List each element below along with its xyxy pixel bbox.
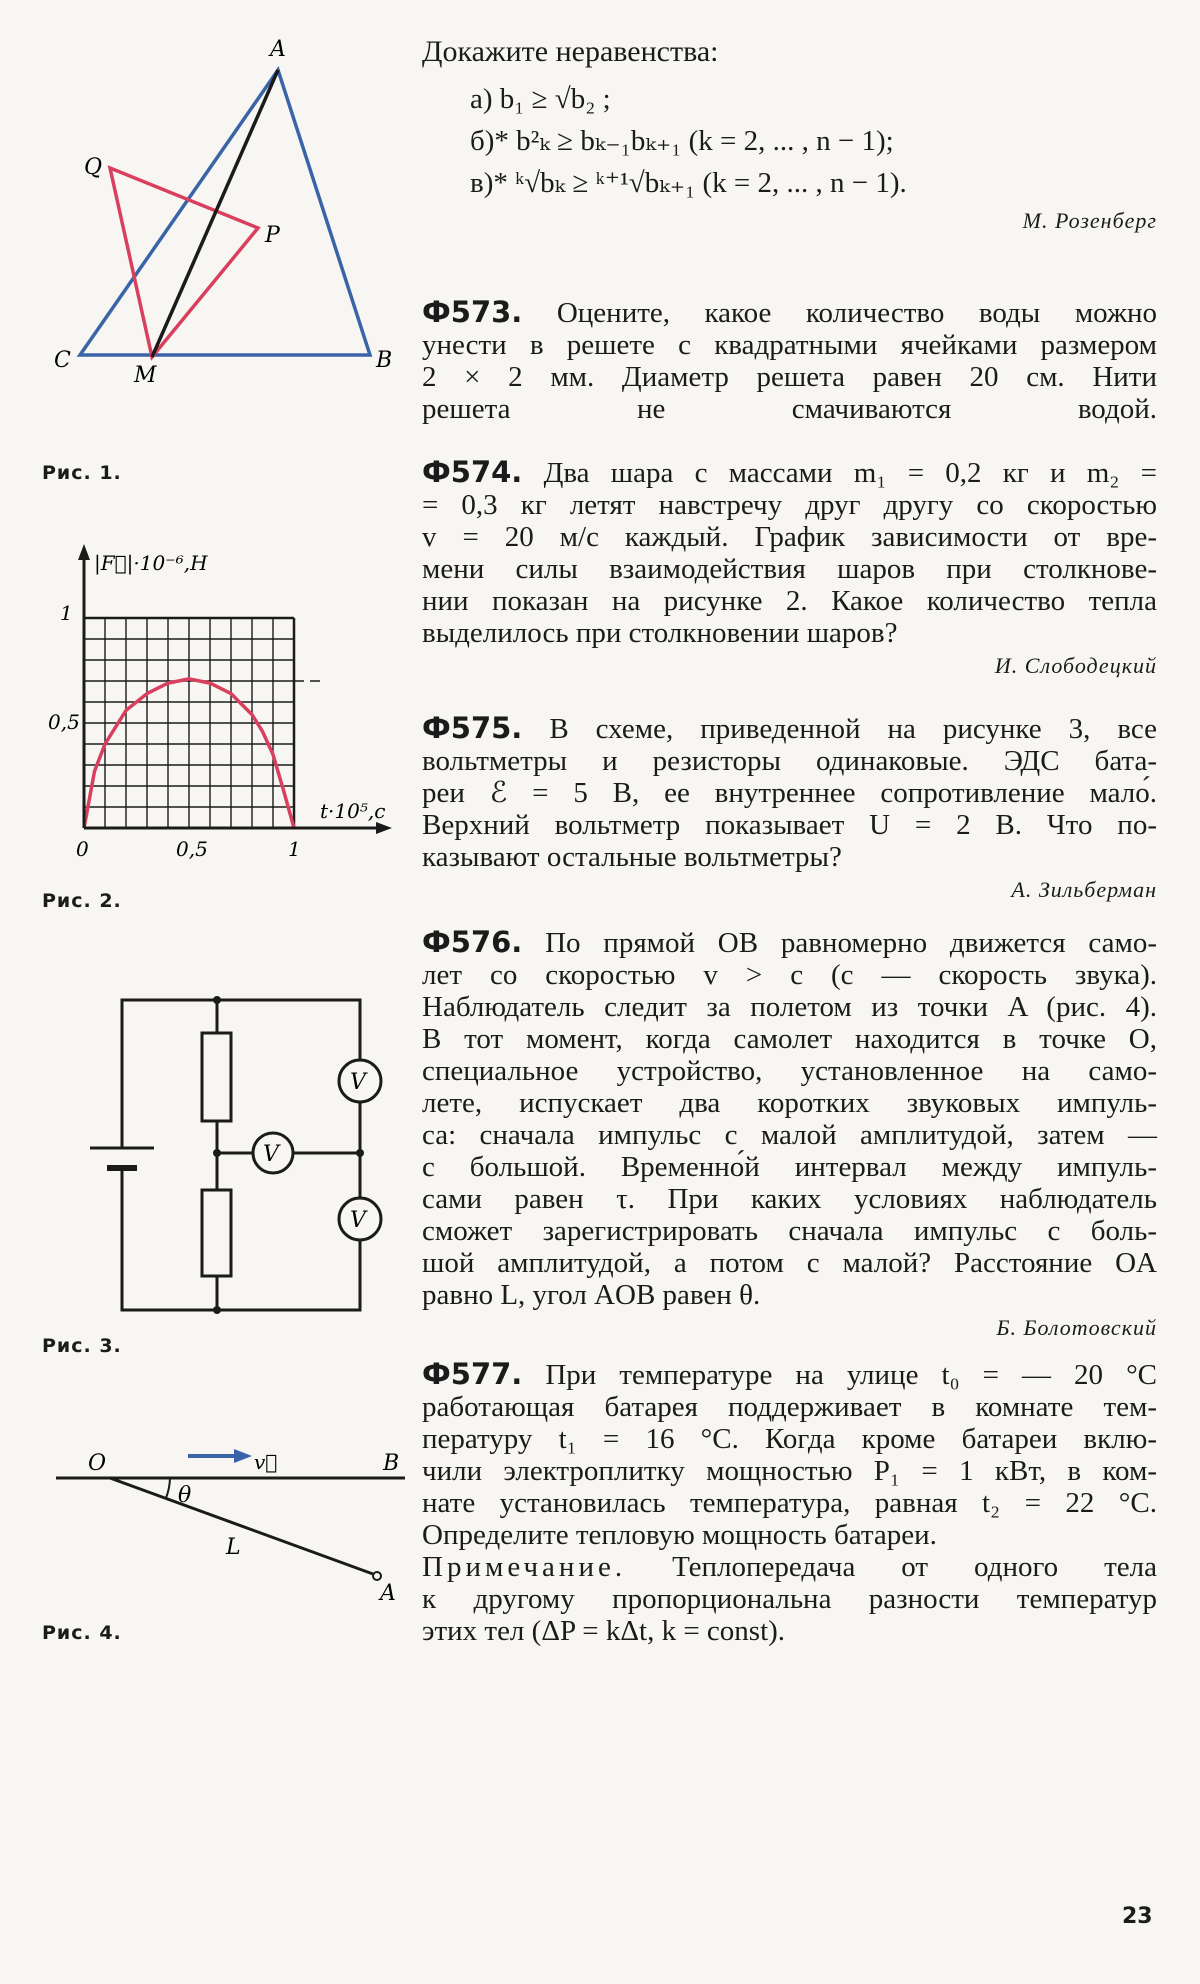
x-tick-05: 0,5 [176, 837, 208, 861]
problem-number: Ф574. [422, 455, 523, 489]
problem-line: лет со скоростью v > c (c — скорость звука). [422, 959, 1157, 991]
problem-line: 2 × 2 мм. Диаметр решета равен 20 см. Нити [422, 361, 1157, 393]
junction-dot [213, 1306, 221, 1314]
voltmeter-label: V [350, 1070, 366, 1095]
note-word: Примечание. [422, 1551, 627, 1583]
junction-dot [356, 1149, 364, 1157]
velocity-arrow-head-icon [234, 1449, 252, 1463]
label-o: O [88, 1451, 107, 1476]
problem-line: этих тел (ΔP = kΔt, k = const). [422, 1615, 786, 1647]
problem-576 [422, 926, 1157, 1343]
circuit-wire-left-top [122, 1000, 360, 1148]
triangle-abc [80, 70, 370, 355]
figure-1-caption: Рис. 1. [42, 462, 122, 484]
problem-line: Ф574. Два шара с массами m₁ = 0,2 кг и m₂ = [422, 455, 1158, 489]
label-v: v⃗ [254, 1450, 278, 1474]
chart-x-label: t·10⁵,c [320, 799, 386, 823]
point-a [373, 1572, 381, 1580]
problem-number: Ф577. [422, 1357, 523, 1391]
problem-author: Б. Болотовский [996, 1315, 1157, 1340]
problem-574 [422, 456, 1157, 681]
intro-block [422, 36, 1157, 236]
label-p: P [265, 223, 280, 248]
problem-line: реи ℰ = 5 В, ее внутреннее сопротивление мало́. [422, 777, 1157, 809]
problem-line: = 0,3 кг летят навстречу друг другу со скоростью [422, 489, 1157, 521]
problem-577 [422, 1358, 1157, 1647]
problem-line: шой амплитудой, а потом с малой? Расстояние OA [422, 1247, 1157, 1279]
figure-3-caption: Рис. 3. [42, 1335, 122, 1357]
problem-line: Ф575. В схеме, приведенной на рисунке 3, все [422, 711, 1157, 745]
problem-line: нии показан на рисунке 2. Какое количество тепла [422, 585, 1157, 617]
problem-line: с большой. Временно́й интервал между импуль- [422, 1151, 1157, 1183]
problem-line: унести в решете с квадратными ячейками размером [422, 329, 1157, 361]
problem-number: Ф575. [422, 711, 523, 745]
problem-line: В тот момент, когда самолет находится в точке O, [422, 1023, 1157, 1055]
junction-dot [213, 1149, 221, 1157]
segment-oa [110, 1478, 373, 1574]
y-axis-arrow-icon [78, 544, 90, 560]
problem-line: к другому пропорциональна разности температур [422, 1583, 1157, 1615]
problem-line: Примечание. Теплопередача от одного тела [422, 1551, 1157, 1583]
problem-line: пературу t₁ = 16 °С. Когда кроме батареи вклю- [422, 1423, 1157, 1455]
resistor-top [202, 1033, 231, 1121]
label-b: B [383, 1451, 400, 1476]
problem-line: Ф576. По прямой OB равномерно движется само- [422, 925, 1158, 959]
voltmeter-label: V [350, 1208, 366, 1233]
problem-line: специальное устройство, установленное на само- [422, 1055, 1157, 1087]
label-m: M [134, 363, 157, 388]
problem-575 [422, 712, 1157, 905]
inequality-a: а) b₁ ≥ √b₂ ; [470, 83, 611, 115]
x-tick-1: 1 [288, 837, 301, 861]
figure-4-caption: Рис. 4. [42, 1622, 122, 1644]
label-q: Q [84, 155, 103, 180]
label-theta: θ [178, 1483, 192, 1508]
circuit-wire-left-bottom [122, 1168, 360, 1310]
label-a: A [380, 1581, 396, 1606]
problem-line: мени силы взаимодействия шаров при столкнове- [422, 553, 1157, 585]
problem-line: казывают остальные вольтметры? [422, 841, 842, 873]
problem-line: лете, испускает два коротких звуковых импуль- [422, 1087, 1157, 1119]
label-l: L [226, 1535, 241, 1560]
problem-line: Верхний вольтметр показывает U = 2 В. Что по- [422, 809, 1157, 841]
y-tick-05: 0,5 [48, 710, 80, 734]
figure-2-force-chart [30, 540, 410, 870]
problem-line: нате установилась температура, равная t₂ = 22 °С. [422, 1487, 1157, 1519]
problem-line: са: сначала импульс с малой амплитудой, затем — [422, 1119, 1157, 1151]
x-axis-arrow-icon [376, 822, 392, 834]
problem-line: вольтметры и резисторы одинаковые. ЭДС бата- [422, 745, 1157, 777]
y-tick-1: 1 [60, 601, 73, 625]
junction-dot [213, 996, 221, 1004]
label-c: C [54, 348, 71, 373]
problem-author: И. Слободецкий [994, 653, 1157, 678]
problem-number: Ф576. [422, 925, 523, 959]
problem-line: v = 20 м/с каждый. График зависимости от вре- [422, 521, 1157, 553]
inequality-c: в)* ᵏ√bₖ ≥ ᵏ⁺¹√bₖ₊₁ (k = 2, ... , n − 1). [470, 167, 907, 199]
problem-line: сами равен τ. При каких условиях наблюдатель [422, 1183, 1157, 1215]
problem-line: Определите тепловую мощность батареи. [422, 1519, 937, 1551]
resistor-bottom [202, 1190, 231, 1276]
problem-line: работающая батарея поддерживает в комнате тем- [422, 1391, 1157, 1423]
median-am [152, 70, 278, 357]
problem-line: Наблюдатель следит за полетом из точки A (рис. 4). [422, 991, 1157, 1023]
inequality-b: б)* b²ₖ ≥ bₖ₋₁bₖ₊₁ (k = 2, ... , n − 1); [470, 125, 894, 157]
angle-theta-arc [166, 1478, 170, 1498]
figure-3-circuit [80, 990, 400, 1330]
problem-line: Ф577. При температуре на улице t₀ = — 20 °С [422, 1357, 1158, 1391]
problem-line: чили электроплитку мощностью P₁ = 1 кВт, в ком- [422, 1455, 1157, 1487]
problem-number: Ф573. [422, 295, 523, 329]
problem-line: выделилось при столкновении шаров? [422, 617, 898, 649]
x-tick-0: 0 [76, 837, 89, 861]
voltmeter-label: V [263, 1142, 279, 1167]
intro-author: М. Розенберг [1022, 208, 1157, 233]
problem-line: Ф573. Оцените, какое количество воды можно [422, 295, 1158, 329]
problem-line: решета не смачиваются водой. [422, 393, 1157, 425]
figure-1-geometry [40, 30, 400, 390]
page-number: 23 [1122, 1904, 1153, 1929]
triangle-mpq [110, 168, 258, 357]
problem-line: сможет зарегистрировать сначала импульс с боль- [422, 1215, 1157, 1247]
problem-author: А. Зильберман [1011, 877, 1157, 902]
intro-heading: Докажите неравенства: [422, 35, 719, 68]
chart-y-label: |F⃗|·10⁻⁶,Н [94, 551, 208, 575]
problem-573 [422, 296, 1157, 425]
label-b: B [376, 348, 393, 373]
figure-4-geometry [40, 1430, 410, 1610]
figure-2-caption: Рис. 2. [42, 890, 122, 912]
problem-line: равно L, угол AOB равен θ. [422, 1279, 761, 1311]
label-a: A [270, 37, 286, 62]
